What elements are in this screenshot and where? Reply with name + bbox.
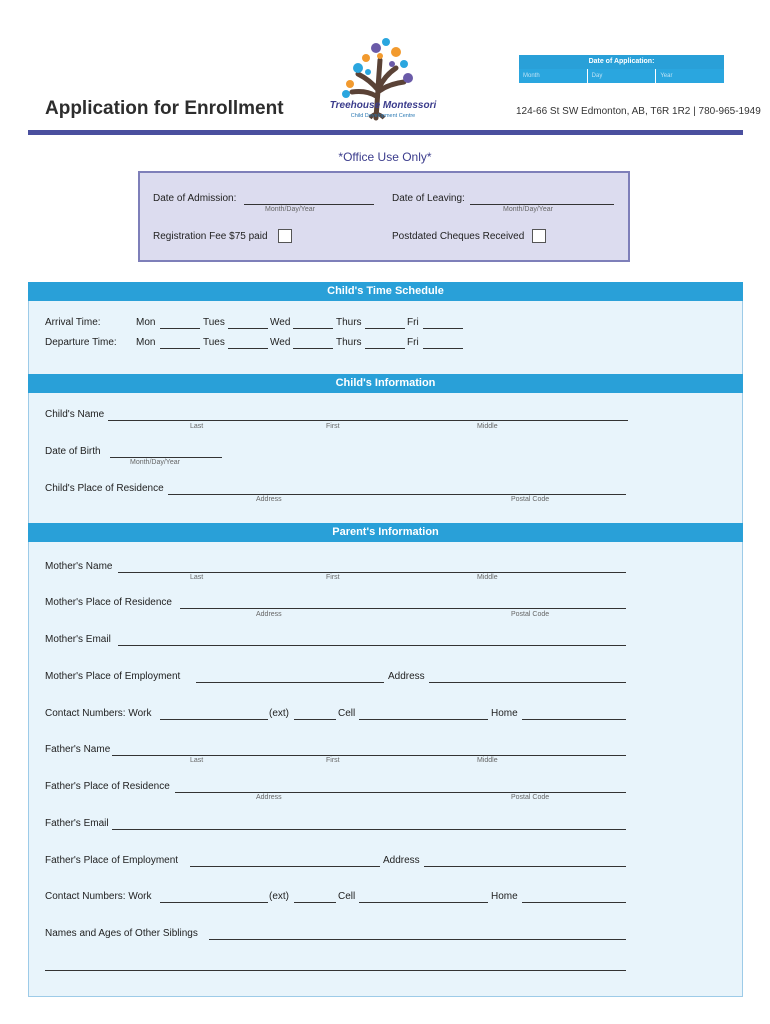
arrival-wed-label: Wed (270, 317, 291, 328)
arrival-tues-label: Tues (203, 317, 225, 328)
header-divider (28, 130, 743, 135)
father-employment-field[interactable] (190, 865, 380, 867)
father-email-label: Father's Email (45, 818, 109, 829)
child-residence-label: Child's Place of Residence (45, 483, 164, 494)
father-contact-label: Contact Numbers: Work (45, 891, 152, 902)
child-middle-hint: Middle (477, 423, 498, 430)
application-month-field[interactable]: Month (519, 69, 588, 83)
date-of-application (519, 55, 724, 83)
leaving-mdy-hint: Month/Day/Year (503, 206, 553, 213)
arrival-fri-label: Fri (407, 317, 419, 328)
parent-info-header: Parent's Information (28, 523, 743, 542)
mother-ext-label: (ext) (269, 708, 289, 719)
mother-cell-label: Cell (338, 708, 356, 719)
office-use-title: *Office Use Only* (338, 150, 432, 164)
departure-mon-field[interactable] (160, 347, 200, 349)
father-residence-label: Father's Place of Residence (45, 781, 170, 792)
logo-subtitle: Child Development Centre (350, 113, 416, 119)
departure-thurs-label: Thurs (336, 337, 362, 348)
father-email-field[interactable] (112, 828, 626, 830)
father-home-label: Home (491, 891, 518, 902)
father-employment-label: Father's Place of Employment (45, 855, 179, 866)
father-ext-label: (ext) (269, 891, 289, 902)
arrival-mon-field[interactable] (160, 327, 200, 329)
centre-address: 124-66 St SW Edmonton, AB, T6R 1R2 | 780-965-1949 (516, 106, 761, 117)
departure-tues-label: Tues (203, 337, 225, 348)
child-name-field[interactable] (108, 419, 628, 421)
dob-field[interactable] (110, 456, 222, 458)
mother-last-hint: Last (190, 574, 204, 581)
mother-cell-field[interactable] (359, 718, 488, 720)
mother-employment-address-field[interactable] (429, 681, 626, 683)
child-address-hint: Address (256, 496, 282, 503)
mother-contact-label: Contact Numbers: Work (45, 708, 152, 719)
father-middle-hint: Middle (477, 757, 498, 764)
mother-email-label: Mother's Email (45, 634, 111, 645)
postdated-cheques-label: Postdated Cheques Received (392, 231, 525, 242)
departure-time-label: Departure Time: (45, 337, 117, 348)
father-postal-hint: Postal Code (511, 794, 550, 801)
father-cell-label: Cell (338, 891, 356, 902)
departure-wed-label: Wed (270, 337, 291, 348)
mother-name-label: Mother's Name (45, 561, 113, 572)
arrival-time-label: Arrival Time: (45, 317, 101, 328)
father-ext-field[interactable] (294, 901, 336, 903)
father-employment-address-label: Address (383, 855, 420, 866)
mother-work-field[interactable] (160, 718, 268, 720)
office-use-box (138, 171, 630, 262)
child-postal-hint: Postal Code (511, 496, 550, 503)
siblings-label: Names and Ages of Other Siblings (45, 928, 198, 939)
date-of-leaving-label: Date of Leaving: (392, 193, 465, 204)
father-address-hint: Address (256, 794, 282, 801)
father-first-hint: First (326, 757, 340, 764)
departure-thurs-field[interactable] (365, 347, 405, 349)
logo-name: Treehouse Montessori (329, 100, 437, 111)
arrival-tues-field[interactable] (228, 327, 268, 329)
arrival-wed-field[interactable] (293, 327, 333, 329)
child-name-label: Child's Name (45, 409, 105, 420)
postdated-cheques-checkbox[interactable] (532, 229, 546, 243)
registration-fee-label: Registration Fee $75 paid (153, 231, 268, 242)
mother-home-field[interactable] (522, 718, 626, 720)
mother-address-hint: Address (256, 611, 282, 618)
departure-fri-field[interactable] (423, 347, 463, 349)
registration-fee-checkbox[interactable] (278, 229, 292, 243)
father-residence-field[interactable] (175, 791, 626, 793)
schedule-header: Child's Time Schedule (28, 282, 743, 301)
mother-residence-label: Mother's Place of Residence (45, 597, 172, 608)
arrival-mon-label: Mon (136, 317, 156, 328)
father-last-hint: Last (190, 757, 204, 764)
application-day-field[interactable]: Day (588, 69, 657, 83)
mother-employment-address-label: Address (388, 671, 425, 682)
mother-name-field[interactable] (118, 571, 626, 573)
father-employment-address-field[interactable] (424, 865, 626, 867)
mother-postal-hint: Postal Code (511, 611, 550, 618)
father-work-field[interactable] (160, 901, 268, 903)
departure-mon-label: Mon (136, 337, 156, 348)
date-of-admission-field[interactable] (244, 203, 374, 205)
departure-tues-field[interactable] (228, 347, 268, 349)
father-name-label: Father's Name (45, 744, 111, 755)
father-name-field[interactable] (112, 754, 626, 756)
date-of-admission-label: Date of Admission: (153, 193, 237, 204)
dob-label: Date of Birth (45, 446, 101, 457)
mother-email-field[interactable] (118, 644, 626, 646)
child-first-hint: First (326, 423, 340, 430)
father-home-field[interactable] (522, 901, 626, 903)
arrival-thurs-field[interactable] (365, 327, 405, 329)
page-title: Application for Enrollment (45, 98, 284, 119)
mother-ext-field[interactable] (294, 718, 336, 720)
child-last-hint: Last (190, 423, 204, 430)
siblings-field-line-2[interactable] (45, 969, 626, 971)
siblings-field[interactable] (209, 938, 626, 940)
mother-residence-field[interactable] (180, 607, 626, 609)
date-of-application-label: Date of Application: (519, 55, 724, 69)
child-info-header: Child's Information (28, 374, 743, 393)
mother-home-label: Home (491, 708, 518, 719)
departure-wed-field[interactable] (293, 347, 333, 349)
mother-employment-field[interactable] (196, 681, 384, 683)
mother-employment-label: Mother's Place of Employment (45, 671, 181, 682)
admission-mdy-hint: Month/Day/Year (265, 206, 315, 213)
father-cell-field[interactable] (359, 901, 488, 903)
arrival-thurs-label: Thurs (336, 317, 362, 328)
application-year-field[interactable]: Year (656, 69, 724, 83)
dob-mdy-hint: Month/Day/Year (130, 459, 180, 466)
date-of-leaving-field[interactable] (470, 203, 614, 205)
mother-middle-hint: Middle (477, 574, 498, 581)
child-residence-field[interactable] (168, 493, 626, 495)
departure-fri-label: Fri (407, 337, 419, 348)
arrival-fri-field[interactable] (423, 327, 463, 329)
mother-first-hint: First (326, 574, 340, 581)
